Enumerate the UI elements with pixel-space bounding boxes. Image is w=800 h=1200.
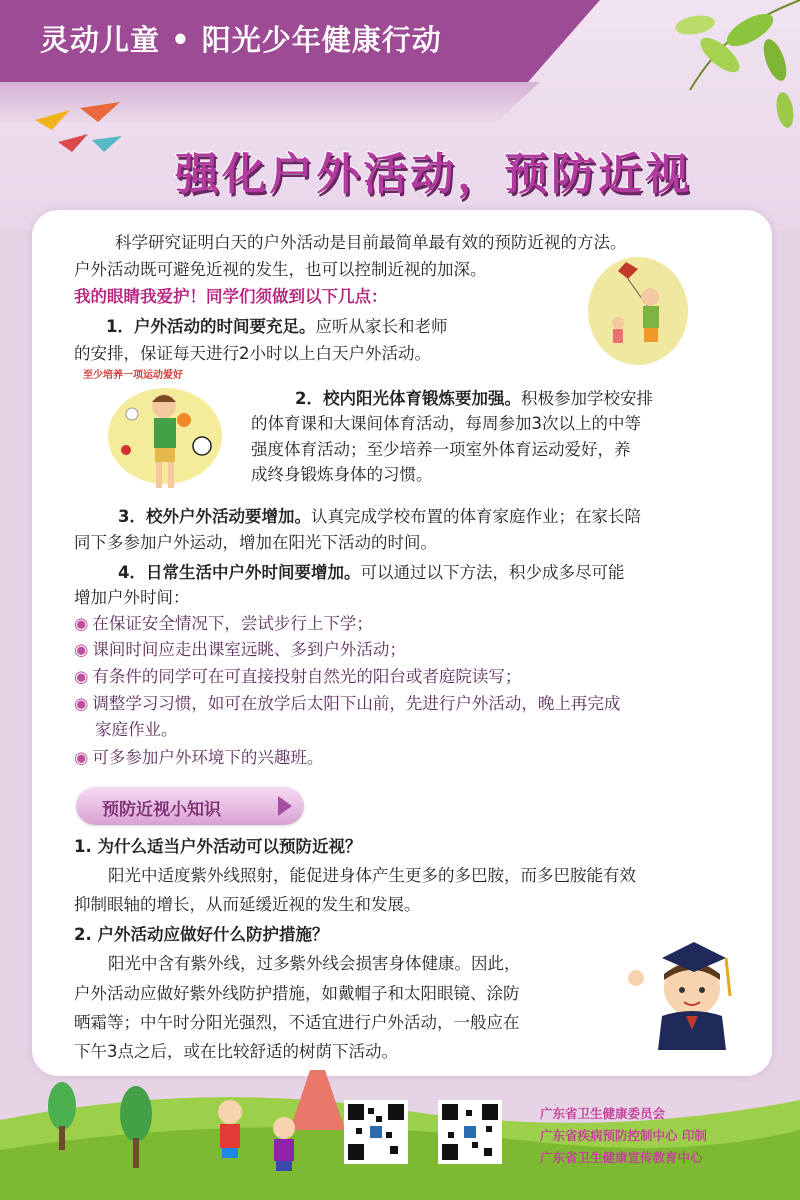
answer-2-line-2: 户外活动应做好紫外线防护措施，如戴帽子和太阳眼镜、涂防 <box>74 984 520 1003</box>
sports-illustration <box>108 388 222 484</box>
answer-1-line-1: 阳光中适度紫外线照射，能促进身体产生更多的多巴胺，而多巴胺能有效 <box>108 866 636 885</box>
paper-planes-icon <box>30 100 130 160</box>
point-2-line-2: 的体育课和大课间体育活动，每周参加3次以上的中等 <box>251 414 641 433</box>
answer-1-line-2: 抑制眼轴的增长，从而延缓近视的发生和发展。 <box>74 895 421 914</box>
intro-line-2: 户外活动既可避免近视的发生，也可以控制近视的加深。 <box>74 260 487 279</box>
point-3-line-2: 同下多参加户外运动，增加在阳光下活动的时间。 <box>74 533 437 552</box>
image-caption: 至少培养一项运动爱好 <box>83 370 183 381</box>
bullet-item <box>74 690 620 717</box>
play-arrow-icon <box>278 796 292 816</box>
qr-code-icon <box>438 1100 502 1164</box>
bullet-dot-icon: ◉ <box>74 640 89 659</box>
bullet-item <box>74 663 521 690</box>
point-3-text-1: 认真完成学校布置的体育家庭作业；在家长陪 <box>310 507 641 526</box>
bullet-text: 课间时间应走出课室远眺、多到户外活动； <box>92 640 406 659</box>
bullet-item <box>74 636 406 663</box>
answer-2-line-4: 下午3点之后，或在比较舒适的树荫下活动。 <box>74 1042 398 1061</box>
intro-line-1: 科学研究证明白天的户外活动是目前最简单最有效的预防近视的方法。 <box>115 233 627 252</box>
point-2-line-1 <box>295 385 653 412</box>
bullet-text: 有条件的同学可在可直接投射自然光的阳台或者庭院读写； <box>92 667 522 686</box>
point-1-line-1 <box>106 313 447 340</box>
point-3-title: 3．校外户外活动要增加。 <box>118 507 311 526</box>
org-line-2: 广东省疾病预防控制中心 印制 <box>540 1128 707 1143</box>
knowledge-section-label: 预防近视小知识 <box>102 800 221 820</box>
graduate-boy-icon <box>622 930 752 1050</box>
bullet-dot-icon: ◉ <box>74 694 89 713</box>
kite-boy-icon <box>588 257 688 365</box>
org-line-3: 广东省卫生健康宣传教育中心 <box>540 1150 703 1165</box>
question-2: 2. 户外活动应做好什么防护措施？ <box>74 925 329 944</box>
bullet-dot-icon: ◉ <box>74 614 89 633</box>
point-2-line-3: 强度体育活动；至少培养一项室外体育运动爱好，养 <box>251 440 631 459</box>
point-3-line-1 <box>118 503 641 530</box>
bullet-text: 在保证安全情况下，尝试步行上下学； <box>92 614 373 633</box>
question-1: 1. 为什么适当户外活动可以预防近视？ <box>74 837 362 856</box>
point-1-title: 1．户外活动的时间要充足。 <box>106 317 316 336</box>
knowledge-section-tab <box>76 787 304 825</box>
point-1-text: 应听从家长和老师 <box>315 317 448 336</box>
answer-2-line-3: 晒霜等；中午时分阳光强烈，不适宜进行户外活动，一般应在 <box>74 1013 520 1032</box>
bullet-item <box>74 744 323 771</box>
answer-2-line-1: 阳光中含有紫外线，过多紫外线会损害身体健康。因此， <box>108 954 521 973</box>
point-2-text-1: 积极参加学校安排 <box>520 389 653 408</box>
bullet-continuation: 家庭作业。 <box>95 720 178 739</box>
intro-heading: 我的眼睛我爱护！同学们须做到以下几点： <box>74 287 388 306</box>
bullet-text: 调整学习习惯，如可在放学后太阳下山前，先进行户外活动，晚上再完成 <box>92 694 621 713</box>
point-2-title: 2．校内阳光体育锻炼要加强。 <box>295 389 521 408</box>
point-4-title: 4．日常生活中户外时间要增加。 <box>118 563 361 582</box>
sports-boy-icon <box>108 388 222 498</box>
qr-code-icon <box>344 1100 408 1164</box>
banner-title: 灵动儿童 • 阳光少年健康行动 <box>40 23 442 57</box>
kite-illustration <box>588 257 688 365</box>
bullet-dot-icon: ◉ <box>74 748 89 767</box>
main-title: 强化户外活动，预防近视 <box>175 149 692 200</box>
bullet-text: 可多参加户外环境下的兴趣班。 <box>92 748 324 767</box>
org-line-1: 广东省卫生健康委员会 <box>540 1106 666 1121</box>
point-4-text-1: 可以通过以下方法，积少成多尽可能 <box>360 563 625 582</box>
bullet-item <box>74 610 373 637</box>
point-4-line-2: 增加户外时间： <box>74 588 190 607</box>
point-2-line-4: 成终身锻炼身体的习惯。 <box>251 465 433 484</box>
bullet-dot-icon: ◉ <box>74 667 89 686</box>
point-1-line-2: 的安排，保证每天进行2小时以上白天户外活动。 <box>74 344 431 363</box>
point-4-line-1 <box>118 559 624 586</box>
leaves-decoration <box>600 0 800 150</box>
